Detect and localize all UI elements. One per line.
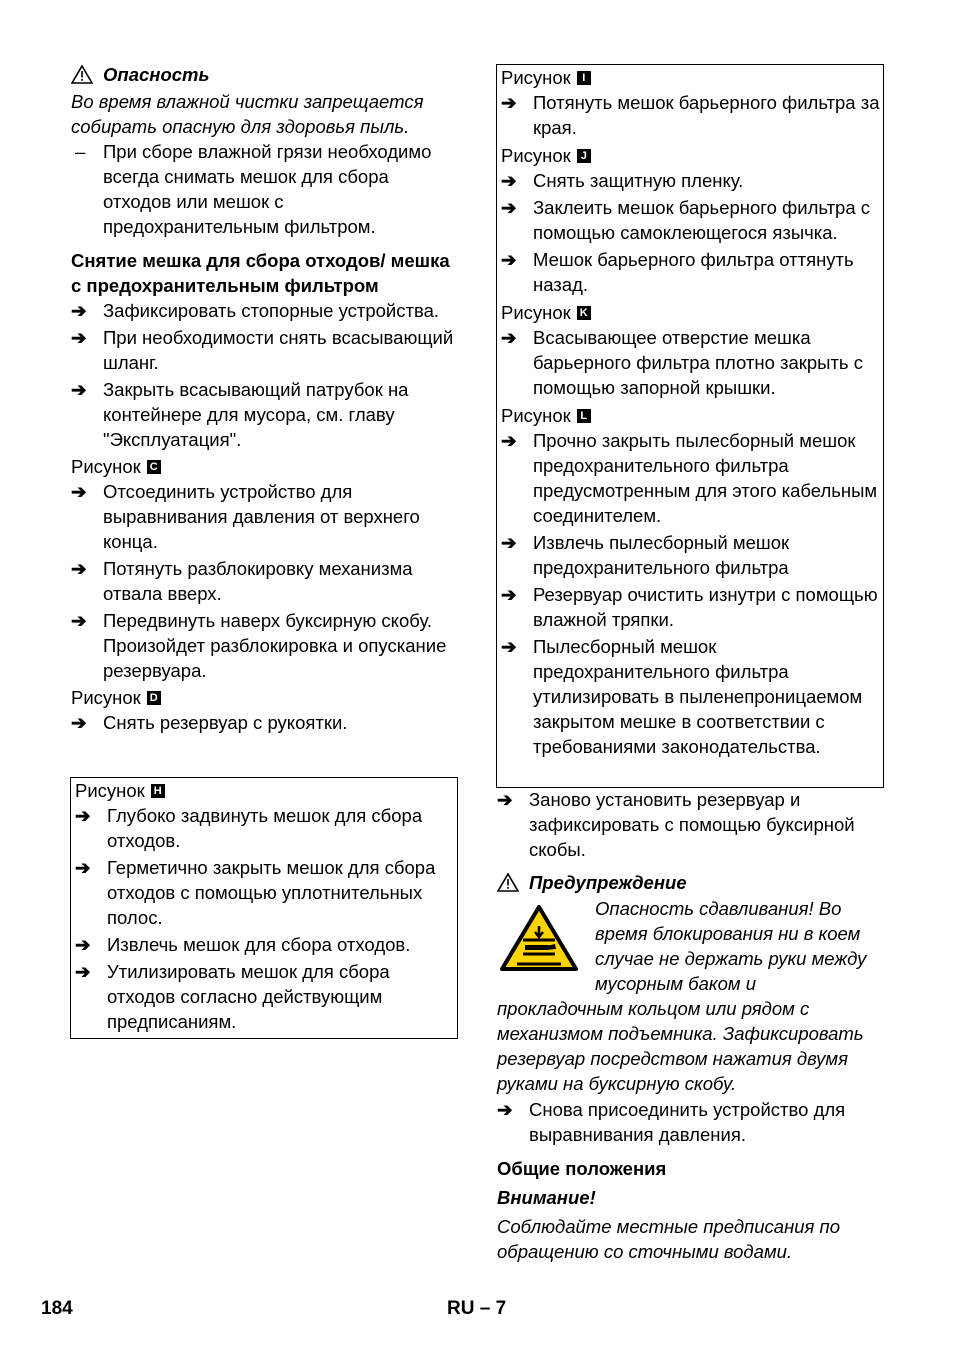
- arrow-right-icon: ➔: [75, 961, 91, 982]
- warning-block: [497, 896, 883, 1096]
- figure-c-label: Рисунок C: [71, 454, 461, 479]
- arrow-right-icon: ➔: [501, 92, 517, 113]
- list-item: ➔ Снова присоединить устройство для выравнивания давления.: [497, 1099, 846, 1145]
- figure-j-badge: J: [577, 149, 591, 163]
- list-item: ➔ Извлечь пылесборный мешок предохранительного фильтра: [501, 532, 790, 578]
- list-item: ➔ Заклеить мешок барьерного фильтра с помощью самоклеющегося язычка.: [501, 197, 871, 243]
- arrow-right-icon: ➔: [497, 789, 513, 810]
- arrow-right-icon: ➔: [497, 1099, 513, 1120]
- left-column: [71, 62, 461, 735]
- arrow-right-icon: ➔: [501, 327, 517, 348]
- attention-title: Внимание!: [497, 1187, 596, 1208]
- list-item: ➔ Отсоединить устройство для выравнивания давления от верхнего конца.: [71, 481, 420, 552]
- list-item: ➔ Потянуть разблокировку механизма отвала вверх.: [71, 558, 413, 604]
- arrow-right-icon: ➔: [501, 584, 517, 605]
- arrow-right-icon: ➔: [501, 170, 517, 191]
- page-code: RU – 7: [447, 1298, 507, 1319]
- general-title: Общие положения: [497, 1158, 667, 1179]
- danger-item: [71, 139, 461, 239]
- list-item: ➔ При необходимости снять всасывающий шланг.: [71, 327, 454, 373]
- right-column: [497, 787, 883, 1264]
- list-item: ➔ Всасывающее отверстие мешка барьерного фильтра плотно закрыть с помощью запорной крышки.: [501, 327, 863, 398]
- figure-h-box: [70, 777, 458, 1039]
- list-item: ➔ Глубоко задвинуть мешок для сбора отходов.: [75, 805, 423, 851]
- list-item: ➔ Извлечь мешок для сбора отходов.: [75, 934, 411, 955]
- figure-i-badge: I: [577, 71, 591, 85]
- figure-d-badge: D: [147, 691, 161, 705]
- arrow-right-icon: ➔: [501, 430, 517, 451]
- figure-h-label: Рисунок H: [75, 778, 457, 803]
- steps-a-list: [71, 298, 461, 452]
- section-title: Снятие мешка для сбора отходов/ мешка с предохранительным фильтром: [71, 250, 450, 296]
- arrow-right-icon: ➔: [75, 934, 91, 955]
- arrow-right-icon: ➔: [501, 532, 517, 553]
- arrow-right-icon: ➔: [71, 300, 87, 321]
- figure-k-label: Рисунок K: [501, 300, 883, 325]
- warning-triangle-icon: [71, 65, 93, 84]
- danger-title: Опасность: [103, 64, 210, 85]
- figure-j-label: Рисунок J: [501, 143, 883, 168]
- arrow-right-icon: ➔: [71, 481, 87, 502]
- figure-i-label: Рисунок I: [501, 65, 883, 90]
- danger-heading: [71, 62, 461, 87]
- arrow-right-icon: ➔: [71, 610, 87, 631]
- dash-mark: –: [75, 141, 86, 162]
- arrow-right-icon: ➔: [501, 636, 517, 657]
- list-item: ➔ Снять резервуар с рукоятки.: [71, 712, 348, 733]
- figure-k-badge: K: [577, 306, 591, 320]
- hand-crush-warning-icon: [499, 904, 579, 972]
- arrow-right-icon: ➔: [75, 805, 91, 826]
- list-item: ➔ Пылесборный мешок предохранительного фильтра утилизировать в пыленепроницаемом закрытом мешке в соответствии с требованиями законодательства.: [501, 636, 863, 757]
- warning-triangle-icon: [497, 873, 519, 892]
- figure-l-badge: L: [577, 409, 591, 423]
- list-item: ➔ Мешок барьерного фильтра оттянуть назад.: [501, 249, 854, 295]
- warning-heading: [497, 870, 883, 895]
- arrow-right-icon: ➔: [75, 857, 91, 878]
- arrow-right-icon: ➔: [71, 558, 87, 579]
- figures-ijkl-box: [496, 64, 884, 788]
- danger-text: Во время влажной чистки запрещается собирать опасную для здоровья пыль.: [71, 91, 424, 137]
- list-item: ➔ Герметично закрыть мешок для сбора отходов с помощью уплотнительных полос.: [75, 857, 436, 928]
- arrow-right-icon: ➔: [71, 379, 87, 400]
- figure-c-badge: C: [147, 460, 161, 474]
- warning-title: Предупреждение: [529, 872, 687, 893]
- figure-d-label: Рисунок D: [71, 685, 461, 710]
- figure-l-label: Рисунок L: [501, 403, 883, 428]
- danger-item-text: При сборе влажной грязи необходимо всегда снимать мешок для сбора отходов или мешок с предохранительным фильтром.: [103, 141, 432, 237]
- page-number: 184: [41, 1298, 73, 1319]
- list-item: ➔ Потянуть мешок барьерного фильтра за края.: [501, 92, 880, 138]
- arrow-right-icon: ➔: [71, 712, 87, 733]
- arrow-right-icon: ➔: [501, 249, 517, 270]
- figure-h-badge: H: [151, 784, 165, 798]
- warning-text: Опасность сдавливания! Во время блокирования ни в коем случае не держать руки между мусорным баком и прокладочным кольцом или рядом с механизмом подъемника. Зафиксировать резервуар посредством нажатия двумя руками на буксирную скобу.: [497, 898, 867, 1094]
- list-item: ➔ Зафиксировать стопорные устройства.: [71, 300, 440, 321]
- steps-c-list: [71, 479, 461, 683]
- list-item: ➔ Заново установить резервуар и зафиксировать с помощью буксирной скобы.: [497, 789, 855, 860]
- arrow-right-icon: ➔: [71, 327, 87, 348]
- arrow-right-icon: ➔: [501, 197, 517, 218]
- list-item: ➔ Передвинуть наверх буксирную скобу. Произойдет разблокировка и опускание резервуара.: [71, 610, 447, 681]
- list-item: ➔ Снять защитную пленку.: [501, 170, 744, 191]
- list-item: ➔ Резервуар очистить изнутри с помощью влажной тряпки.: [501, 584, 878, 630]
- list-item: ➔ Закрыть всасывающий патрубок на контейнере для мусора, см. главу "Эксплуатация".: [71, 379, 409, 450]
- attention-text: Соблюдайте местные предписания по обращению со сточными водами.: [497, 1216, 841, 1262]
- list-item: ➔ Утилизировать мешок для сбора отходов согласно действующим предписаниям.: [75, 961, 390, 1032]
- list-item: ➔ Прочно закрыть пылесборный мешок предохранительного фильтра предусмотренным для этого кабельным соединителем.: [501, 430, 878, 526]
